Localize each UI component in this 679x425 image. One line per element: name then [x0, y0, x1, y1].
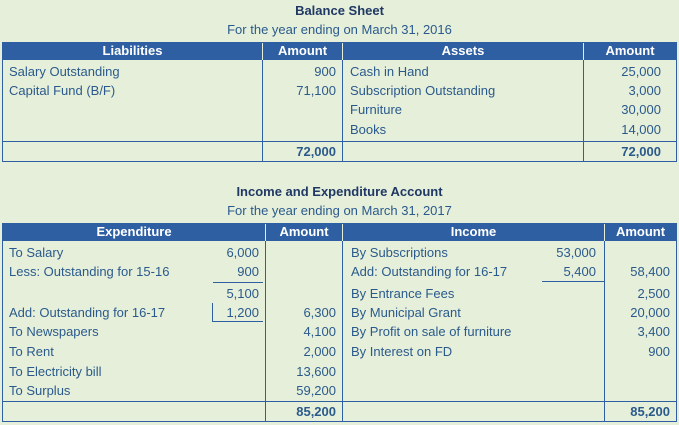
- list-item: To Surplus: [9, 383, 71, 398]
- amount-cell: 3,400: [637, 324, 670, 339]
- sub-amount-cell: 900: [237, 264, 259, 279]
- sub-amount-cell: 5,100: [226, 286, 259, 301]
- column-divider: [342, 60, 343, 161]
- total-divider: [2, 401, 677, 402]
- list-item: By Profit on sale of furniture: [351, 324, 512, 339]
- list-item: Add: Outstanding for 16-17: [9, 305, 166, 320]
- header-amount: Amount: [266, 223, 342, 241]
- header-income: Income: [343, 223, 604, 241]
- amount-cell: 14,000: [621, 122, 661, 137]
- amount-cell: 30,000: [621, 102, 661, 117]
- list-item: Books: [350, 122, 387, 137]
- list-item: Add: Outstanding for 16-17: [351, 264, 508, 279]
- total-income: 85,200: [630, 404, 670, 419]
- list-item: By Municipal Grant: [351, 305, 461, 320]
- sub-amount-cell: 1,200: [226, 305, 259, 320]
- list-item: Cash in Hand: [350, 64, 429, 79]
- total-assets: 72,000: [621, 144, 661, 159]
- amount-cell: 58,400: [630, 264, 670, 279]
- ie-account-title: Income and Expenditure Account: [236, 184, 443, 199]
- header-assets: Assets: [343, 42, 583, 60]
- header-amount: Amount: [263, 42, 342, 60]
- amount-cell: 3,000: [628, 83, 661, 98]
- column-divider: [342, 241, 343, 421]
- total-divider: [2, 141, 677, 142]
- list-item: Furniture: [350, 102, 403, 117]
- subtotal-underline: [542, 281, 604, 282]
- sub-amount-cell: 6,000: [226, 245, 259, 260]
- balance-sheet-title: Balance Sheet: [295, 3, 384, 18]
- list-item: Subscription Outstanding: [350, 83, 496, 98]
- list-item: Salary Outstanding: [9, 64, 120, 79]
- list-item: To Salary: [9, 245, 64, 260]
- list-item: Capital Fund (B/F): [9, 83, 116, 98]
- list-item: To Electricity bill: [9, 364, 102, 379]
- subtotal-underline: [212, 321, 263, 322]
- amount-cell: 20,000: [630, 305, 670, 320]
- total-liabilities: 72,000: [296, 144, 336, 159]
- amount-cell: 900: [314, 64, 336, 79]
- list-item: To Rent: [9, 344, 54, 359]
- header-liabilities: Liabilities: [3, 42, 262, 60]
- sub-amount-cell: 5,400: [563, 264, 596, 279]
- list-item: By Entrance Fees: [351, 286, 455, 301]
- subtotal-underline: [213, 282, 263, 283]
- list-item: Less: Outstanding for 15-16: [9, 264, 170, 279]
- cell-border: [212, 303, 213, 322]
- amount-cell: 2,500: [637, 286, 670, 301]
- amount-cell: 71,100: [296, 83, 336, 98]
- balance-sheet-subtitle: For the year ending on March 31, 2016: [227, 22, 452, 37]
- list-item: By Interest on FD: [351, 344, 453, 359]
- total-expenditure: 85,200: [296, 404, 336, 419]
- list-item: By Subscriptions: [351, 245, 448, 260]
- header-expenditure: Expenditure: [3, 223, 265, 241]
- amount-cell: 6,300: [303, 305, 336, 320]
- table-border: [2, 42, 677, 162]
- ie-account-subtitle: For the year ending on March 31, 2017: [227, 203, 452, 218]
- amount-cell: 59,200: [296, 383, 336, 398]
- sub-amount-cell: 53,000: [556, 245, 596, 260]
- amount-cell: 4,100: [303, 324, 336, 339]
- amount-cell: 2,000: [303, 344, 336, 359]
- header-amount: Amount: [605, 223, 676, 241]
- list-item: To Newspapers: [9, 324, 99, 339]
- amount-cell: 13,600: [296, 364, 336, 379]
- amount-cell: 25,000: [621, 64, 661, 79]
- header-amount: Amount: [584, 42, 676, 60]
- amount-cell: 900: [648, 344, 670, 359]
